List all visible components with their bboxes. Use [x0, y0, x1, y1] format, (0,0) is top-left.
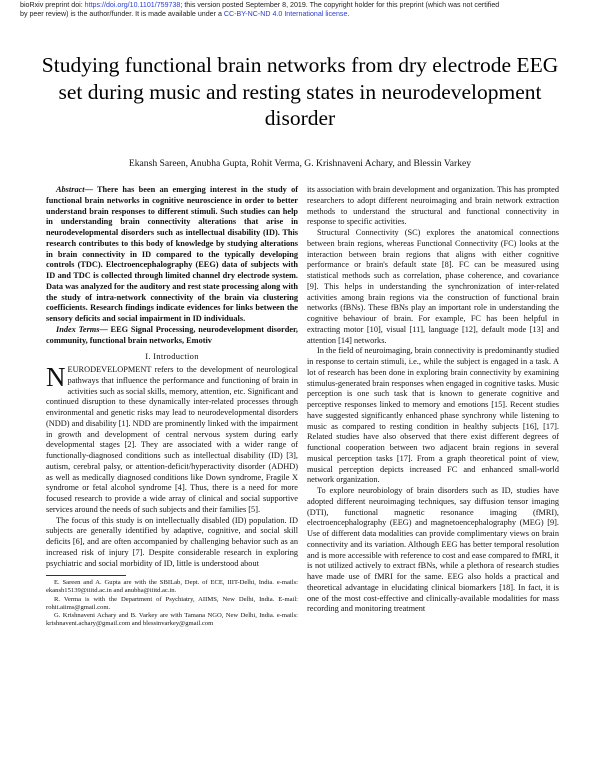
footnote-divider — [46, 575, 126, 576]
banner-prefix: bioRxiv preprint doi: — [20, 1, 85, 9]
banner-suffix: . — [347, 10, 350, 18]
footnote-affiliation-2: R. Verma is with the Department of Psychiatry, AIIMS, New Delhi, India. E-mail: rohit.aiims@gmail.com. — [46, 595, 298, 611]
footnote-affiliation-1: E. Sareen and A. Gupta are with the SBILab, Dept. of ECE, IIIT-Delhi, India. e-mails: ekansh15139@iiitd.ac.in and anubha@iiitd.ac.in. — [46, 579, 298, 595]
body-paragraph-2: Structural Connectivity (SC) explores the anatomical connections between brain regions, whereas Functional Connectivity (FC) looks at the interaction between brain regions that aligns with either cognitive performance or brain's default state [8]. FC can be measured using statistical methods such as correlation, phase coherence, and covariance [9]. This helps in understanding the synchronization of inter-related activities among brain regions via the construction of functional brain networks (fBNs). These fBNs play an important role in understanding the cognitive behaviour of brain. For example, FC has been helpful in extracting motor [10], visual [11], language [12], default mode [13] and attention [14] networks. — [307, 228, 559, 345]
body-paragraph-3: In the field of neuroimaging, brain connectivity is predominantly studied in response to certain stimuli, i.e., while the subject is engaged in a task. A lot of research has been done in exploring brain connectivity by examining stimulus-generated brain responses when engaged in cognitive tasks. Music perception is one such task that is known to generate cognitive and perceptive responses linked to memory and emotions [15]. Recent studies have suggested significantly enhanced phase synchrony while listening to music as compared to resting condition in healthy subjects [16], [17]. Related studies have also observed that there exist different degrees of functional cooperation between two adjacent brain regions in several musical perception tasks [17]. From a graph theoretical point of view, musical perception depicts increased FC and enhanced small-world network organization. — [307, 346, 559, 485]
intro-paragraph-2: The focus of this study is on intellectually disabled (ID) population. ID subjects are generally identified by adaptive, cognitive, and social skill deficits [6], and are often accompanied by challenging behavior such as an increased risk of injury [7]. Despite considerable research in exploring psychiatric and social morbidity of ID, little is understood about — [46, 515, 298, 568]
abstract-text: — There has been an emerging interest in the study of functional brain networks in cognitive neuroscience in order to better understand brain responses to different stimuli. Such studies can help in understanding brain connectivity alterations that arise in neurodevelopmental disorders such as intellectual disability (ID). This research contributes to this body of knowledge by studying alterations in brain connectivity in ID compared to the typically developing controls (TDC). Electroencephalography (EEG) data of subjects with ID and TDC is collected through limited channel dry electrode system. Data was analyzed for the auditory and rest state processing along with the study of intra-network connectivity of the brain via clustering coefficients. Research findings indicate evidences for links between the sensory deficits and social impairment in ID individuals. — [46, 185, 298, 323]
footnote-affiliation-3: G. Krishnaveni Achary and B. Varkey are with Tamana NGO, New Delhi, India. e-mails: krishnaveni.achary@gmail.com and blessinvarkey@gmail.com — [46, 612, 298, 628]
section-heading-introduction: I. Introduction — [145, 351, 199, 362]
doi-link[interactable]: https://doi.org/10.1101/759738 — [84, 1, 181, 9]
body-paragraph-1: its association with brain development and organization. This has prompted researchers to adopt different neuroimaging and brain network extraction methods to understand the structural and functional connectivity in response to specific activities. — [307, 185, 559, 227]
left-column — [46, 185, 298, 628]
abstract-label: Abstract — [56, 185, 85, 194]
author-list: Ekansh Sareen, Anubha Gupta, Rohit Verma, G. Krishnaveni Achary, and Blessin Varkey — [128, 158, 472, 169]
footnotes — [46, 579, 298, 628]
index-terms-label: Index Terms — [56, 324, 100, 334]
abstract — [46, 185, 298, 325]
index-terms-text: — EEG Signal Processing, neurodevelopment disorder, community, functional brain networks, Emotiv — [46, 324, 298, 345]
index-terms — [46, 325, 298, 347]
license-link[interactable]: CC-BY-NC-ND 4.0 International license — [223, 10, 348, 18]
banner-middle: ; this version posted September 8, 2019. The copyright holder for this preprint (which was not certified by peer review) is the author/funder. It is made available under a — [20, 1, 500, 18]
paper-title: Studying functional brain networks from dry electrode EEG set during music and resting states in neurodevelopment disorder — [41, 53, 559, 130]
intro-paragraph-1 — [46, 362, 298, 516]
right-column — [307, 185, 559, 615]
body-paragraph-4: To explore neurobiology of brain disorders such as ID, studies have adopted different neuroimaging techniques, say diffusion tensor imaging (DTI), functional magnetic resonance imaging (fMRI), electroencephalography (EEG) and magnetoencephalography (MEG) [9]. Use of different data modalities can provide complimentary views on brain connectivity and its variation. Although EEG has better temporal resolution and is more accessible with reference to cost and ease compared to fMRI, it is not utilized actively to extract fBNs, while a plethora of research studies have made use of fMRI for the same. EEG also holds a practical and theoretical advantage in elucidating clinical biomarkers [18]. In fact, it is one of the most cost-effective and clinically-available modalities for mass recording and monitoring treatment — [307, 486, 559, 614]
preprint-banner — [20, 1, 500, 19]
drop-cap: N — [46, 362, 66, 392]
intro-paragraph-1-text: EURODEVELOPMENT refers to the development of neurological pathways that influence the performance and functioning of brain in activities such as social skills, memory, attention, etc. Significant and continued disruption to these dynamically inter-related processes through environmental and genetic risks may lead to neurodevelopmental disorders (NDD) and disability [1]. NDD are prominently linked with the impairment in growth and development of central nervous system during early developmental stages [2]. They are associated with a wider range of functionally-diagnosed conditions such as intellectual disability (ID) [3], autism, cerebral palsy, or attention-deficit/hyperactivity disorder (ADHD) as well as medically diagnosed conditions like Down syndrome, Fragile X syndrome or fetal alcohol syndrome [4]. Thus, there is a need for more focused research to provide a wide array of clinical and social supportive services around the needs of such subjects and their families [5]. — [46, 365, 298, 514]
